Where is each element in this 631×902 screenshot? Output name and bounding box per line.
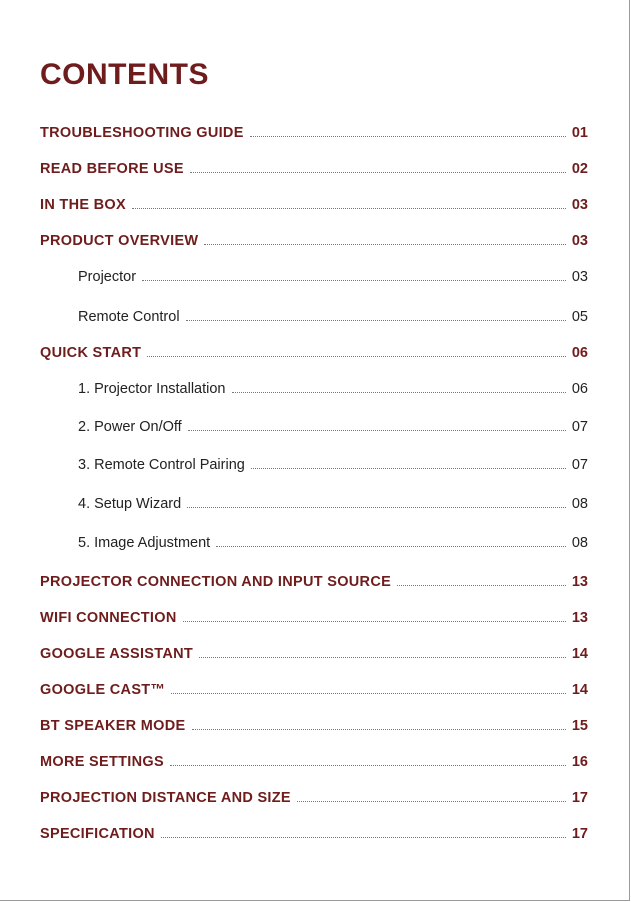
toc-entry-label: Remote Control xyxy=(78,309,180,325)
toc-subentry[interactable] xyxy=(78,493,588,513)
toc-subentry[interactable] xyxy=(78,306,588,326)
toc-entry-label: READ BEFORE USE xyxy=(40,161,184,177)
dot-leader xyxy=(186,320,566,321)
toc-entry-label: PRODUCT OVERVIEW xyxy=(40,233,199,249)
toc-subentry[interactable] xyxy=(78,378,588,398)
toc-entry[interactable] xyxy=(40,571,588,591)
toc-entry-page: 13 xyxy=(571,574,588,590)
toc-entry-page: 17 xyxy=(571,790,588,806)
toc-entry-label: TROUBLESHOOTING GUIDE xyxy=(40,125,244,141)
dot-leader xyxy=(147,356,566,357)
dot-leader xyxy=(216,546,566,547)
toc-entry-page: 02 xyxy=(571,161,588,177)
toc-entry-label: GOOGLE CAST™ xyxy=(40,682,166,698)
dot-leader xyxy=(188,430,566,431)
toc-entry[interactable] xyxy=(40,122,588,142)
toc-entry-page: 16 xyxy=(571,754,588,770)
toc-entry-label: 4. Setup Wizard xyxy=(78,496,182,512)
toc-entry-label: QUICK START xyxy=(40,345,142,361)
toc-entry-label: PROJECTION DISTANCE AND SIZE xyxy=(40,790,291,806)
toc-entry[interactable] xyxy=(40,342,588,362)
toc-entry[interactable] xyxy=(40,607,588,627)
toc-entry-label: GOOGLE ASSISTANT xyxy=(40,646,194,662)
dot-leader xyxy=(192,729,566,730)
toc-entry-page: 14 xyxy=(571,646,588,662)
toc-entry-label: PROJECTOR CONNECTION AND INPUT SOURCE xyxy=(40,574,392,590)
dot-leader xyxy=(132,208,566,209)
toc-entry[interactable] xyxy=(40,643,588,663)
toc-entry-page: 07 xyxy=(571,419,588,435)
dot-leader xyxy=(251,468,566,469)
toc-entry-page: 07 xyxy=(571,457,588,473)
toc-subentry[interactable] xyxy=(78,532,588,552)
toc-entry-page: 08 xyxy=(571,535,588,551)
toc-entry[interactable] xyxy=(40,230,588,250)
toc-entry-page: 03 xyxy=(571,233,588,249)
toc-entry-label: 3. Remote Control Pairing xyxy=(78,457,245,473)
toc-entry-label: Projector xyxy=(78,269,137,285)
dot-leader xyxy=(142,280,566,281)
toc-entry[interactable] xyxy=(40,194,588,214)
toc-entry-label: 5. Image Adjustment xyxy=(78,535,211,551)
toc-entry-page: 03 xyxy=(571,269,588,285)
toc-entry-page: 05 xyxy=(571,309,588,325)
toc-entry-page: 15 xyxy=(571,718,588,734)
dot-leader xyxy=(190,172,566,173)
toc-entry-page: 08 xyxy=(571,496,588,512)
toc-entry-label: SPECIFICATION xyxy=(40,826,155,842)
toc-entry-label: 2. Power On/Off xyxy=(78,419,182,435)
dot-leader xyxy=(297,801,566,802)
toc-entry-page: 13 xyxy=(571,610,588,626)
toc-entry-label: WIFI CONNECTION xyxy=(40,610,177,626)
toc-entry[interactable] xyxy=(40,751,588,771)
toc-entry-page: 03 xyxy=(571,197,588,213)
dot-leader xyxy=(183,621,566,622)
toc-entry-page: 06 xyxy=(571,381,588,397)
toc-subentry[interactable] xyxy=(78,266,588,286)
toc-entry-page: 14 xyxy=(571,682,588,698)
dot-leader xyxy=(250,136,566,137)
toc-entry-label: BT SPEAKER MODE xyxy=(40,718,186,734)
toc-entry[interactable] xyxy=(40,823,588,843)
dot-leader xyxy=(232,392,566,393)
dot-leader xyxy=(199,657,566,658)
toc-subentry[interactable] xyxy=(78,416,588,436)
toc-entry-label: IN THE BOX xyxy=(40,197,126,213)
toc-entry-page: 17 xyxy=(571,826,588,842)
toc-entry[interactable] xyxy=(40,679,588,699)
page-title: CONTENTS xyxy=(40,58,209,91)
toc-entry-page: 06 xyxy=(571,345,588,361)
toc-entry-page: 01 xyxy=(571,125,588,141)
dot-leader xyxy=(397,585,566,586)
toc-entry[interactable] xyxy=(40,787,588,807)
toc-entry[interactable] xyxy=(40,715,588,735)
toc-subentry[interactable] xyxy=(78,454,588,474)
dot-leader xyxy=(171,693,566,694)
toc-entry[interactable] xyxy=(40,158,588,178)
dot-leader xyxy=(170,765,566,766)
toc-entry-label: 1. Projector Installation xyxy=(78,381,226,397)
dot-leader xyxy=(204,244,565,245)
dot-leader xyxy=(187,507,566,508)
toc-entry-label: MORE SETTINGS xyxy=(40,754,164,770)
dot-leader xyxy=(161,837,566,838)
